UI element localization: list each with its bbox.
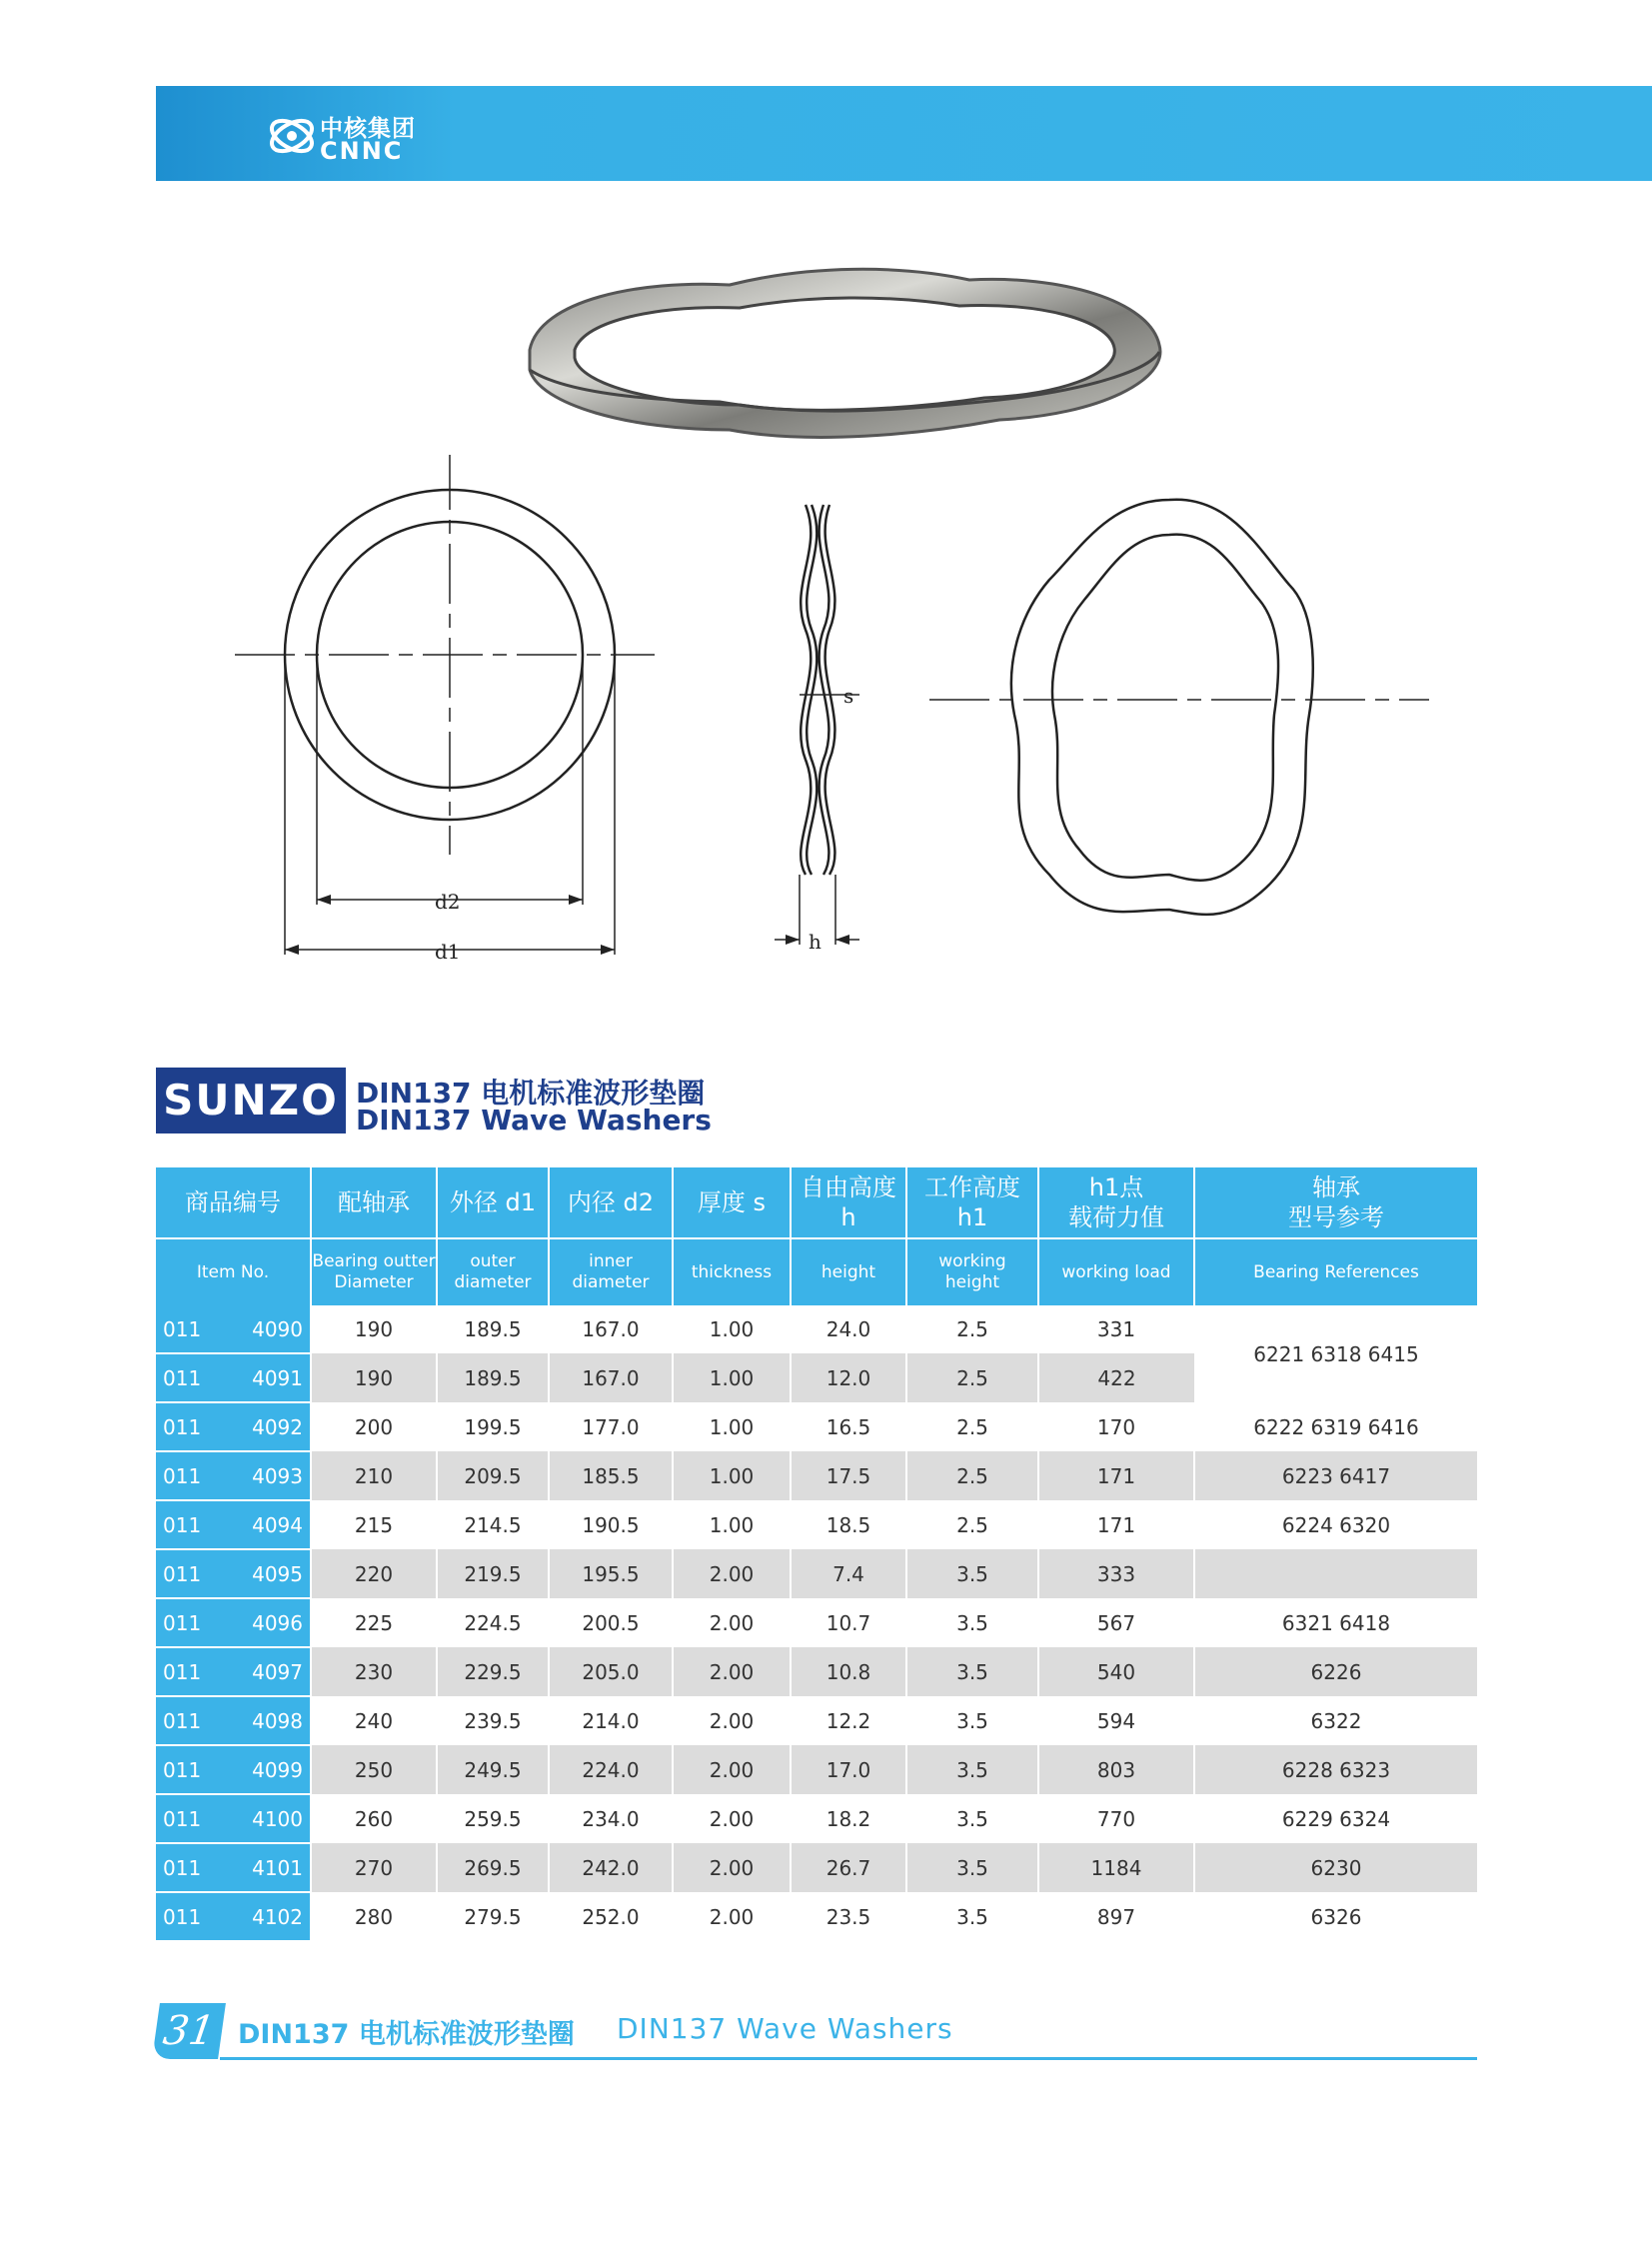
cell-item-no [156, 1500, 311, 1549]
cell-thickness: 2.00 [673, 1598, 791, 1647]
cell-height: 23.5 [791, 1892, 906, 1941]
cell-outer-diameter: 249.5 [437, 1745, 549, 1794]
cell-inner-diameter: 195.5 [549, 1549, 673, 1598]
brand-badge: SUNZO [156, 1068, 346, 1133]
footer-rule [220, 2057, 1477, 2060]
cell-height: 7.4 [791, 1549, 906, 1598]
cell-bearing: 200 [311, 1402, 437, 1451]
cell-outer-diameter: 189.5 [437, 1353, 549, 1402]
cell-bearing: 270 [311, 1843, 437, 1892]
cell-thickness: 1.00 [673, 1500, 791, 1549]
wave-washer-photo [480, 240, 1189, 460]
label-h: h [809, 930, 822, 954]
cell-thickness: 2.00 [673, 1696, 791, 1745]
cell-working-height: 3.5 [906, 1696, 1038, 1745]
technical-drawing [230, 455, 1449, 975]
col-thickness-en: thickness [673, 1238, 791, 1305]
table-row [156, 1794, 1477, 1843]
footer-title-en: DIN137 Wave Washers [617, 2012, 953, 2045]
cell-thickness: 2.00 [673, 1843, 791, 1892]
col-item-no-cn: 商品编号 [156, 1167, 311, 1238]
table-body [156, 1305, 1477, 1941]
cell-height: 12.2 [791, 1696, 906, 1745]
cell-inner-diameter: 234.0 [549, 1794, 673, 1843]
col-item-no-en: Item No. [156, 1238, 311, 1305]
cell-inner-diameter: 167.0 [549, 1305, 673, 1353]
cell-bearing: 280 [311, 1892, 437, 1941]
cell-outer-diameter: 229.5 [437, 1647, 549, 1696]
col-refs-cn: 轴承 型号参考 [1194, 1167, 1477, 1238]
cell-item-no [156, 1305, 311, 1353]
cell-height: 17.5 [791, 1451, 906, 1500]
cell-item-no [156, 1745, 311, 1794]
cell-working-load: 540 [1038, 1647, 1194, 1696]
label-d2: d2 [435, 890, 461, 914]
cell-inner-diameter: 185.5 [549, 1451, 673, 1500]
col-bearing-cn: 配轴承 [311, 1167, 437, 1238]
table-row [156, 1696, 1477, 1745]
col-working-height-cn: 工作高度 h1 [906, 1167, 1038, 1238]
cell-bearing: 240 [311, 1696, 437, 1745]
cell-height: 18.2 [791, 1794, 906, 1843]
cell-working-load: 333 [1038, 1549, 1194, 1598]
cell-working-height: 3.5 [906, 1549, 1038, 1598]
item-prefix: 011 [163, 1708, 202, 1733]
col-load-cn: h1点 载荷力值 [1038, 1167, 1194, 1238]
cell-bearing-references: 6224 6320 [1194, 1500, 1477, 1549]
item-number: 4097 [252, 1659, 303, 1684]
col-height-en: height [791, 1238, 906, 1305]
col-working-height-en: working height [906, 1238, 1038, 1305]
cell-outer-diameter: 269.5 [437, 1843, 549, 1892]
item-prefix: 011 [163, 1463, 202, 1488]
cell-thickness: 2.00 [673, 1892, 791, 1941]
cell-working-load: 422 [1038, 1353, 1194, 1402]
cell-outer-diameter: 189.5 [437, 1305, 549, 1353]
col-refs-en: Bearing References [1194, 1238, 1477, 1305]
label-d1: d1 [435, 940, 461, 964]
item-prefix: 011 [163, 1512, 202, 1537]
cell-working-load: 567 [1038, 1598, 1194, 1647]
cell-working-load: 170 [1038, 1402, 1194, 1451]
cell-bearing: 250 [311, 1745, 437, 1794]
cell-bearing-references [1194, 1549, 1477, 1598]
cell-bearing-references: 6221 6318 6415 [1194, 1305, 1477, 1402]
cell-height: 18.5 [791, 1500, 906, 1549]
item-prefix: 011 [163, 1904, 202, 1929]
item-number: 4101 [252, 1855, 303, 1880]
item-prefix: 011 [163, 1316, 202, 1341]
item-prefix: 011 [163, 1365, 202, 1390]
cell-outer-diameter: 219.5 [437, 1549, 549, 1598]
cell-working-load: 171 [1038, 1451, 1194, 1500]
cell-height: 26.7 [791, 1843, 906, 1892]
cell-item-no [156, 1892, 311, 1941]
logo-text-cn: 中核集团 [320, 116, 416, 142]
cell-bearing: 190 [311, 1353, 437, 1402]
cell-working-height: 2.5 [906, 1500, 1038, 1549]
cell-bearing: 210 [311, 1451, 437, 1500]
section-title-en: DIN137 Wave Washers [356, 1104, 712, 1136]
cell-thickness: 1.00 [673, 1305, 791, 1353]
table-row [156, 1598, 1477, 1647]
cell-bearing-references: 6222 6319 6416 [1194, 1402, 1477, 1451]
page-number: 31 [152, 2003, 226, 2059]
cell-working-load: 171 [1038, 1500, 1194, 1549]
cell-working-load: 1184 [1038, 1843, 1194, 1892]
cell-inner-diameter: 252.0 [549, 1892, 673, 1941]
item-prefix: 011 [163, 1414, 202, 1439]
cell-item-no [156, 1696, 311, 1745]
cell-bearing-references: 6229 6324 [1194, 1794, 1477, 1843]
item-prefix: 011 [163, 1610, 202, 1635]
cell-inner-diameter: 190.5 [549, 1500, 673, 1549]
cell-height: 17.0 [791, 1745, 906, 1794]
cell-outer-diameter: 259.5 [437, 1794, 549, 1843]
cell-bearing-references: 6321 6418 [1194, 1598, 1477, 1647]
cell-inner-diameter: 200.5 [549, 1598, 673, 1647]
cell-thickness: 2.00 [673, 1647, 791, 1696]
cell-height: 10.7 [791, 1598, 906, 1647]
col-d2-en: inner diameter [549, 1238, 673, 1305]
table-row [156, 1892, 1477, 1941]
cell-inner-diameter: 177.0 [549, 1402, 673, 1451]
cell-item-no [156, 1402, 311, 1451]
table-row [156, 1647, 1477, 1696]
cell-item-no [156, 1451, 311, 1500]
item-prefix: 011 [163, 1806, 202, 1831]
item-number: 4090 [252, 1316, 303, 1341]
cell-outer-diameter: 214.5 [437, 1500, 549, 1549]
cell-thickness: 1.00 [673, 1451, 791, 1500]
cell-height: 16.5 [791, 1402, 906, 1451]
col-d1-en: outer diameter [437, 1238, 549, 1305]
cell-working-height: 3.5 [906, 1892, 1038, 1941]
cell-working-load: 594 [1038, 1696, 1194, 1745]
cell-inner-diameter: 224.0 [549, 1745, 673, 1794]
cell-thickness: 2.00 [673, 1794, 791, 1843]
table-row [156, 1549, 1477, 1598]
item-prefix: 011 [163, 1757, 202, 1782]
item-number: 4099 [252, 1757, 303, 1782]
section-title-cn: DIN137 电机标准波形垫圈 [356, 1077, 706, 1110]
table-header-cn [156, 1167, 1477, 1238]
cell-bearing: 260 [311, 1794, 437, 1843]
item-prefix: 011 [163, 1855, 202, 1880]
logo-text-en: CNNC [320, 137, 404, 165]
cell-bearing-references: 6223 6417 [1194, 1451, 1477, 1500]
cell-working-load: 897 [1038, 1892, 1194, 1941]
table-header-en [156, 1238, 1477, 1305]
table-row [156, 1745, 1477, 1794]
cell-height: 10.8 [791, 1647, 906, 1696]
cell-height: 12.0 [791, 1353, 906, 1402]
col-d1-cn: 外径 d1 [437, 1167, 549, 1238]
cell-bearing: 220 [311, 1549, 437, 1598]
cell-working-load: 770 [1038, 1794, 1194, 1843]
footer-title-cn: DIN137 电机标准波形垫圈 [238, 2019, 575, 2050]
cell-outer-diameter: 209.5 [437, 1451, 549, 1500]
cell-working-height: 3.5 [906, 1745, 1038, 1794]
item-prefix: 011 [163, 1659, 202, 1684]
table-row [156, 1402, 1477, 1451]
table-row [156, 1305, 1477, 1353]
cell-outer-diameter: 279.5 [437, 1892, 549, 1941]
cell-item-no [156, 1598, 311, 1647]
cell-thickness: 1.00 [673, 1353, 791, 1402]
cell-working-height: 2.5 [906, 1353, 1038, 1402]
item-number: 4102 [252, 1904, 303, 1929]
cell-working-height: 2.5 [906, 1451, 1038, 1500]
cell-thickness: 1.00 [673, 1402, 791, 1451]
cell-working-height: 2.5 [906, 1402, 1038, 1451]
cell-working-load: 331 [1038, 1305, 1194, 1353]
item-number: 4096 [252, 1610, 303, 1635]
cell-inner-diameter: 205.0 [549, 1647, 673, 1696]
table-row [156, 1500, 1477, 1549]
item-number: 4093 [252, 1463, 303, 1488]
cell-working-height: 3.5 [906, 1843, 1038, 1892]
cell-working-height: 3.5 [906, 1647, 1038, 1696]
cell-thickness: 2.00 [673, 1745, 791, 1794]
cell-item-no [156, 1549, 311, 1598]
cell-working-load: 803 [1038, 1745, 1194, 1794]
item-number: 4092 [252, 1414, 303, 1439]
cell-working-height: 2.5 [906, 1305, 1038, 1353]
col-thickness-cn: 厚度 s [673, 1167, 791, 1238]
cell-item-no [156, 1843, 311, 1892]
cell-bearing: 215 [311, 1500, 437, 1549]
cell-bearing: 225 [311, 1598, 437, 1647]
item-prefix: 011 [163, 1561, 202, 1586]
item-number: 4094 [252, 1512, 303, 1537]
cell-thickness: 2.00 [673, 1549, 791, 1598]
cell-item-no [156, 1353, 311, 1402]
spec-table [156, 1167, 1477, 1942]
cell-height: 24.0 [791, 1305, 906, 1353]
cell-working-height: 3.5 [906, 1794, 1038, 1843]
cell-item-no [156, 1794, 311, 1843]
col-height-cn: 自由高度 h [791, 1167, 906, 1238]
item-number: 4098 [252, 1708, 303, 1733]
item-number: 4095 [252, 1561, 303, 1586]
col-bearing-en: Bearing outter Diameter [311, 1238, 437, 1305]
cell-bearing-references: 6230 [1194, 1843, 1477, 1892]
cell-bearing-references: 6322 [1194, 1696, 1477, 1745]
cell-bearing-references: 6326 [1194, 1892, 1477, 1941]
item-number: 4100 [252, 1806, 303, 1831]
item-number: 4091 [252, 1365, 303, 1390]
cell-outer-diameter: 199.5 [437, 1402, 549, 1451]
col-load-en: working load [1038, 1238, 1194, 1305]
cell-bearing-references: 6228 6323 [1194, 1745, 1477, 1794]
cell-item-no [156, 1647, 311, 1696]
col-d2-cn: 内径 d2 [549, 1167, 673, 1238]
table-row [156, 1451, 1477, 1500]
cell-inner-diameter: 242.0 [549, 1843, 673, 1892]
cell-outer-diameter: 224.5 [437, 1598, 549, 1647]
cell-bearing: 230 [311, 1647, 437, 1696]
cell-bearing-references: 6226 [1194, 1647, 1477, 1696]
cell-working-height: 3.5 [906, 1598, 1038, 1647]
label-s: s [843, 684, 854, 708]
cell-outer-diameter: 239.5 [437, 1696, 549, 1745]
cell-inner-diameter: 214.0 [549, 1696, 673, 1745]
cell-bearing: 190 [311, 1305, 437, 1353]
cell-inner-diameter: 167.0 [549, 1353, 673, 1402]
table-row [156, 1843, 1477, 1892]
